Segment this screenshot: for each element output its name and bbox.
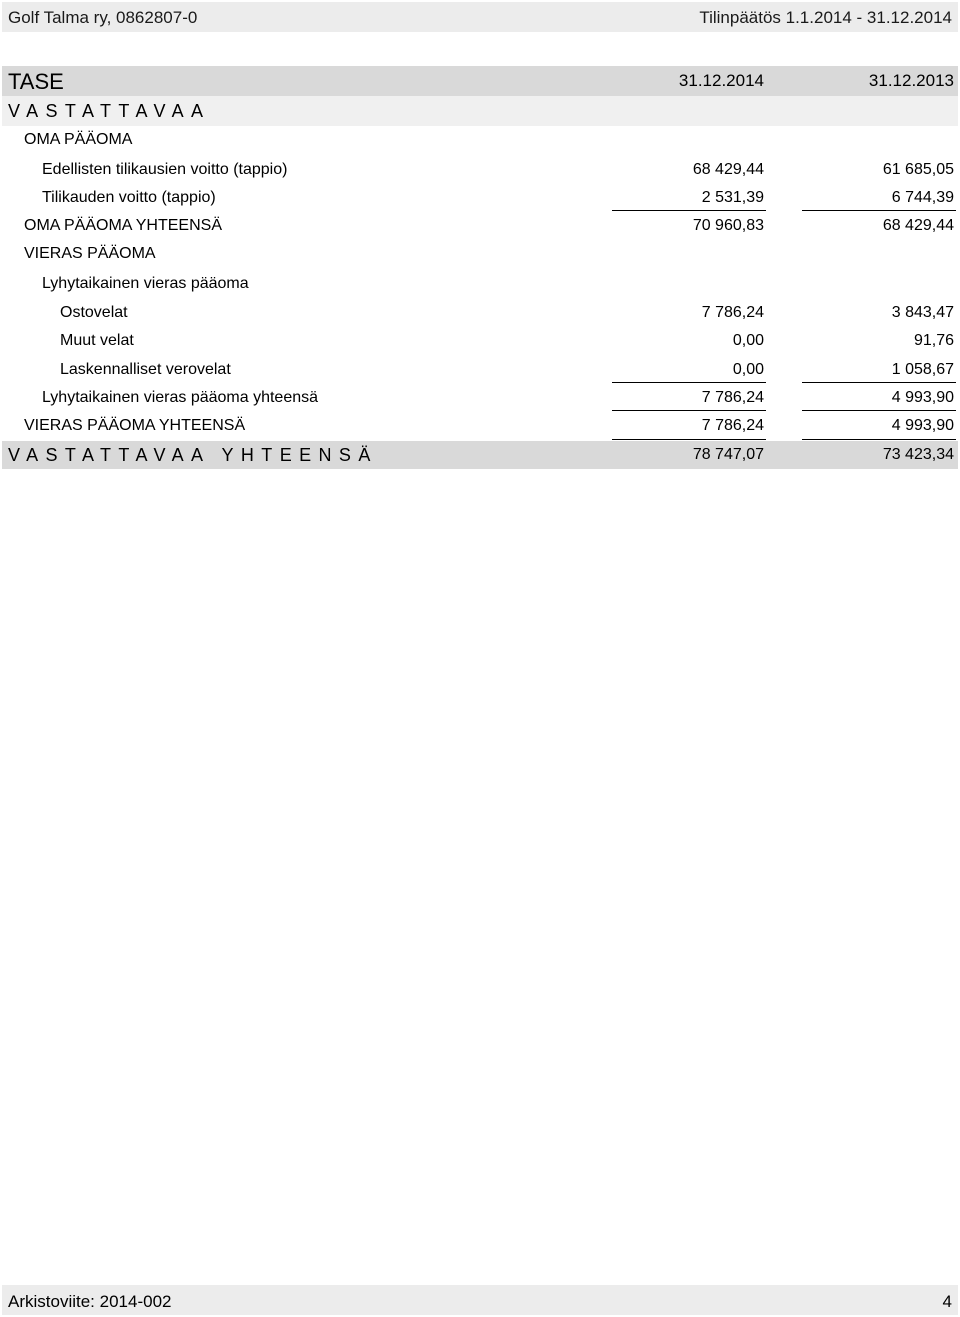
table-row-subtotal	[2, 212, 958, 240]
table-row	[2, 184, 958, 212]
row-value-current: 0,00	[732, 361, 764, 378]
column-header-previous: 31.12.2013	[868, 71, 954, 90]
subtotal-rule	[612, 382, 766, 383]
row-label: Laskennalliset verovelat	[60, 361, 231, 378]
row-value-current: 70 960,83	[692, 217, 764, 234]
subtotal-rule	[612, 439, 766, 440]
document-footer	[2, 1285, 958, 1315]
subtotal-rule	[802, 410, 956, 411]
row-value-previous: 6 744,39	[891, 189, 954, 206]
table-row-subtotal	[2, 384, 958, 412]
page-number: 4	[942, 1292, 952, 1311]
row-value-previous: 1 058,67	[891, 361, 954, 378]
row-label: Muut velat	[60, 332, 134, 349]
row-label: Tilikauden voitto (tappio)	[42, 189, 216, 206]
subtotal-rule	[612, 210, 766, 211]
row-label: Lyhytaikainen vieras pääoma yhteensä	[42, 389, 319, 406]
period-label: Tilinpäätös 1.1.2014 - 31.12.2014	[699, 8, 952, 27]
grand-total-label: VASTATTAVAA YHTEENSÄ	[8, 445, 378, 465]
row-value-previous: 61 685,05	[882, 161, 954, 178]
row-value-previous: 68 429,44	[882, 217, 954, 234]
table-row-liabilities-heading	[2, 240, 958, 268]
row-label: Edellisten tilikausien voitto (tappio)	[42, 161, 288, 178]
subtotal-rule	[802, 210, 956, 211]
table-row-equity-heading	[2, 126, 958, 154]
row-value-current: 0,00	[732, 332, 764, 349]
subtotal-rule	[802, 382, 956, 383]
row-value-current: 7 786,24	[701, 417, 764, 434]
table-row	[2, 327, 958, 355]
row-label: OMA PÄÄOMA YHTEENSÄ	[24, 217, 222, 234]
section-title: VASTATTAVAA	[8, 101, 211, 121]
section-header	[2, 96, 958, 126]
table-row	[2, 156, 958, 184]
row-label: Lyhytaikainen vieras pääoma	[42, 275, 249, 292]
balance-header	[2, 66, 958, 96]
row-value-previous: 91,76	[913, 332, 954, 349]
company-name: Golf Talma ry, 0862807-0	[8, 8, 198, 27]
row-label: VIERAS PÄÄOMA	[24, 245, 156, 262]
table-row	[2, 299, 958, 327]
row-label: Ostovelat	[60, 304, 128, 321]
row-value-current: 2 531,39	[701, 189, 764, 206]
row-label: VIERAS PÄÄOMA YHTEENSÄ	[24, 417, 246, 434]
subtotal-rule	[612, 410, 766, 411]
row-value-previous: 4 993,90	[891, 389, 954, 406]
column-header-current: 31.12.2014	[678, 71, 764, 90]
row-value-previous: 4 993,90	[891, 417, 954, 434]
row-label: OMA PÄÄOMA	[24, 131, 133, 148]
table-row-subtotal	[2, 412, 958, 440]
grand-total-row	[2, 441, 958, 469]
subtotal-rule	[802, 439, 956, 440]
archive-reference: Arkistoviite: 2014-002	[8, 1292, 172, 1311]
table-row-subheading	[2, 270, 958, 298]
balance-title: TASE	[8, 69, 64, 94]
row-value-current: 68 429,44	[692, 161, 764, 178]
row-value-previous: 3 843,47	[891, 304, 954, 321]
row-value-current: 7 786,24	[701, 389, 764, 406]
document-header	[2, 2, 958, 32]
grand-total-previous: 73 423,34	[882, 446, 954, 463]
grand-total-current: 78 747,07	[692, 446, 764, 463]
table-row	[2, 356, 958, 384]
row-value-current: 7 786,24	[701, 304, 764, 321]
